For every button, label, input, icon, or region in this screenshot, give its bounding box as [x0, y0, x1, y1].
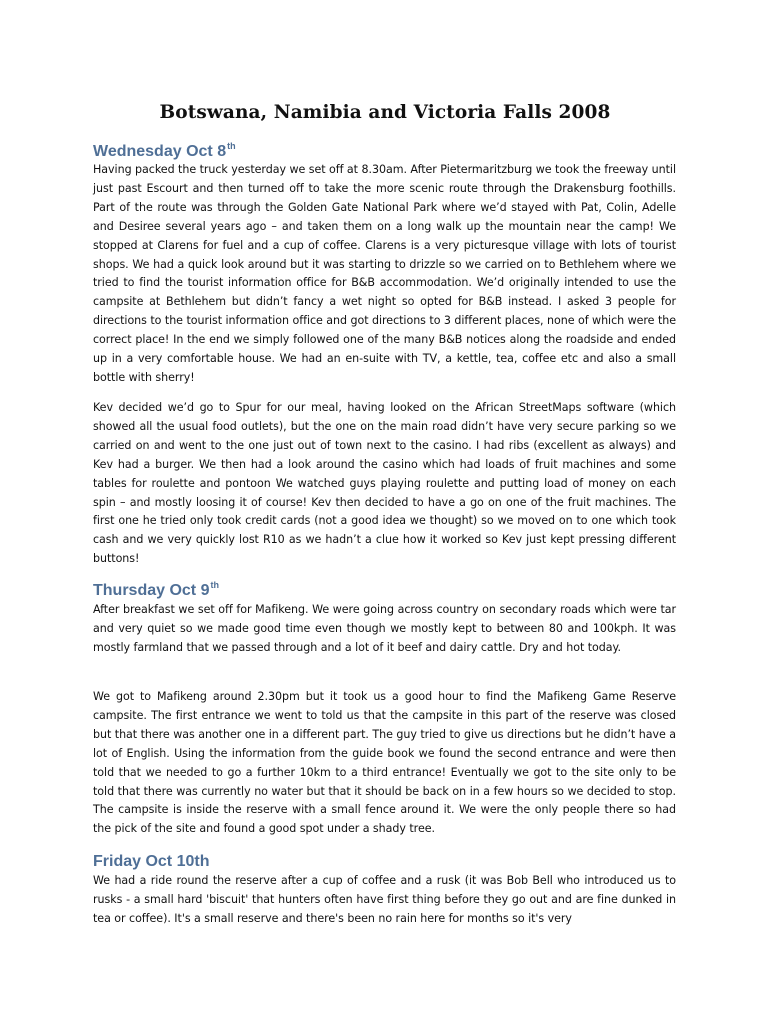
section-heading-friday — [93, 851, 210, 871]
heading-text: Thursday Oct 9 — [93, 582, 210, 599]
document-title: Botswana, Namibia and Victoria Falls 2008 — [159, 102, 611, 123]
paragraph: We got to Mafikeng around 2.30pm but it took us a good hour to find the Mafikeng Game Reserve campsite. The first entrance we went to told us that the campsite in this part of the reserve was closed but that there was another one in a different part. The guy tried to give us directions but he didn’t have a lot of English. Using the information from the guide book we found the second entrance and were then told that we needed to go a further 10km to a third entrance! Eventually we got to the site only to be told that there was currently no water but that it should be back on in a few hours so we decided to stop. The campsite is inside the reserve with a small fence around it. We were the only people there so had the pick of the site and found a good spot under a shady tree. — [93, 690, 676, 836]
section-heading-thursday — [93, 580, 219, 600]
paragraph: Kev decided we’d go to Spur for our meal, having looked on the African StreetMaps software (which showed all the usual food outlets), but the one on the main road didn’t have very secure parking so we carried on and went to the one just out of town next to the casino. I had ribs (excellent as always) and Kev had a burger. We then had a look around the casino which had loads of fruit machines and some tables for roulette and pontoon We watched guys playing roulette and putting load of money on each spin – and mostly loosing it of course! Kev then decided to have a go on one of the fruit machines. The first one he tried only took credit cards (not a good idea we thought) so we moved on to one which took cash and we very quickly lost R10 as we hadn’t a clue how it worked so Kev just kept pressing different buttons! — [93, 401, 676, 566]
paragraph: Having packed the truck yesterday we set off at 8.30am. After Pietermaritzburg we took the freeway until just past Escourt and then turned off to take the more scenic route through the Drakensburg foothills. Part of the route was through the Golden Gate National Park where we’d stayed with Pat, Colin, Adelle and Desiree several years ago – and taken them on a long walk up the mountain near the camp! We stopped at Clarens for fuel and a cup of coffee. Clarens is a very picturesque village with lots of tourist shops. We had a quick look around but it was starting to drizzle so we carried on to Bethlehem where we tried to find the tourist information office for B&B accommodation. We’d originally intended to use the campsite at Bethlehem but didn’t fancy a wet night so opted for B&B instead. I asked 3 people for directions to the tourist information office and got directions to 3 different places, none of which were the correct place! In the end we simply followed one of the many B&B notices along the roadside and ended up in a very comfortable house. We had an en-suite with TV, a kettle, tea, coffee etc and also a small bottle with sherry! — [93, 163, 676, 384]
heading-text: Wednesday Oct 8 — [93, 143, 227, 160]
heading-text: Friday Oct 10th — [93, 853, 210, 870]
paragraph: After breakfast we set off for Mafikeng. We were going across country on secondary roads which were tar and very quiet so we made good time even though we mostly kept to between 80 and 100kph. It was mostly farmland that we passed through and a lot of it beef and dairy cattle. Dry and hot today. — [93, 603, 676, 654]
heading-superscript: th — [210, 580, 219, 590]
paragraph: We had a ride round the reserve after a cup of coffee and a rusk (it was Bob Bell who introduced us to rusks - a small hard 'biscuit' that hunters often have first thing before they go out and are fine dunked in tea or coffee). It's a small reserve and there's been no rain here for months so it's very — [93, 874, 676, 925]
heading-superscript: th — [227, 141, 236, 151]
section-heading-wednesday — [93, 141, 236, 161]
